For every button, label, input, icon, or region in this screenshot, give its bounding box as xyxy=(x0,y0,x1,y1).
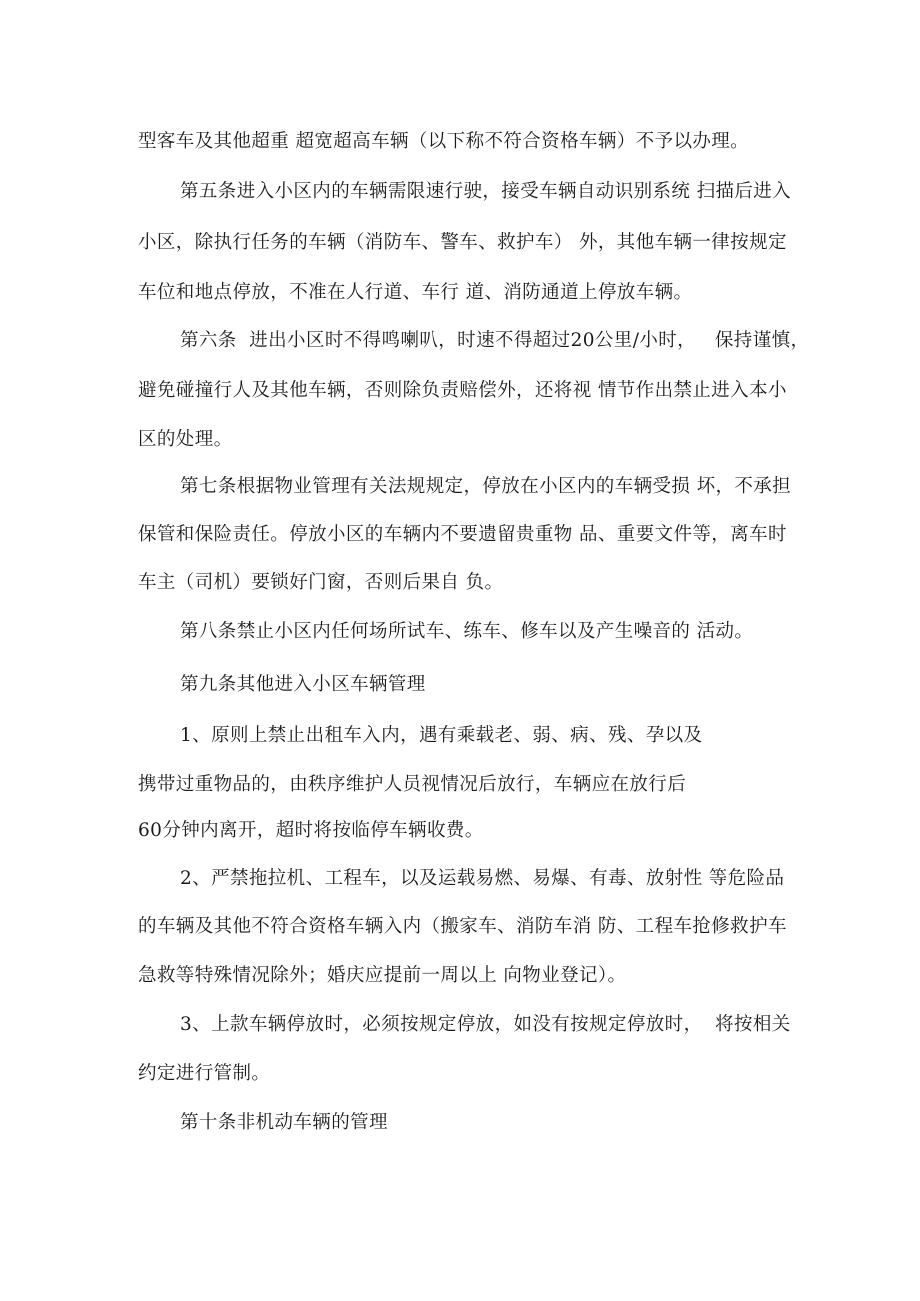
text-line: 保管和保险责任。停放小区的车辆内不要遗留贵重物 品、重要文件等，离车时 xyxy=(138,524,787,545)
article-9-heading: 第九条其他进入小区车辆管理 xyxy=(180,674,426,695)
text-line: 携带过重物品的，由秩序维护人员视情况后放行，车辆应在放行后 xyxy=(138,774,687,795)
article-6-heading-line: 第六条 进出小区时不得鸣喇叭，时速不得超过20公里/小时， 保持谨慎， xyxy=(180,330,810,351)
text-line: 的车辆及其他不符合资格车辆入内（搬家车、消防车消 防、工程车抢修救护车 xyxy=(138,916,787,937)
text-line: 车主（司机）要锁好门窗，否则后果自 负。 xyxy=(138,572,504,593)
text-line: 急救等特殊情况除外；婚庆应提前一周以上 向物业登记）。 xyxy=(138,965,627,986)
text-line: 车位和地点停放，不准在人行道、车行 道、消防通道上停放车辆。 xyxy=(138,282,693,303)
text-line: 型客车及其他超重 超宽超高车辆（以下称不符合资格车辆）不予以办理。 xyxy=(138,131,750,152)
text-line: 60分钟内离开，超时将按临停车辆收费。 xyxy=(138,820,484,841)
item-1-line: 1、原则上禁止出租车入内，遇有乘载老、弱、病、残、孕以及 xyxy=(180,725,703,746)
text-line: 约定进行管制。 xyxy=(138,1063,271,1084)
article-5-heading-line: 第五条进入小区内的车辆需限速行驶，接受车辆自动识别系统 扫描后进入 xyxy=(180,181,792,202)
text-line: 小区，除执行任务的车辆（消防车、警车、救护车） 外，其他车辆一律按规定 xyxy=(138,232,787,253)
item-2-line: 2、严禁拖拉机、工程车，以及运载易燃、易爆、有毒、放射性 等危险品 xyxy=(180,868,785,889)
article-7-heading-line: 第七条根据物业管理有关法规规定，停放在小区内的车辆受损 坏，不承担 xyxy=(180,476,792,497)
text-line: 避免碰撞行人及其他车辆，否则除负责赔偿外，还将视 情节作出禁止进入本小 xyxy=(138,380,787,401)
text-line: 区的处理。 xyxy=(138,429,233,450)
article-10-heading: 第十条非机动车辆的管理 xyxy=(180,1112,388,1133)
article-8-line: 第八条禁止小区内任何场所试车、练车、修车以及产生噪音的 活动。 xyxy=(180,621,754,642)
item-3-line: 3、上款车辆停放时，必须按规定停放，如没有按规定停放时， 将按相关 xyxy=(180,1014,791,1035)
